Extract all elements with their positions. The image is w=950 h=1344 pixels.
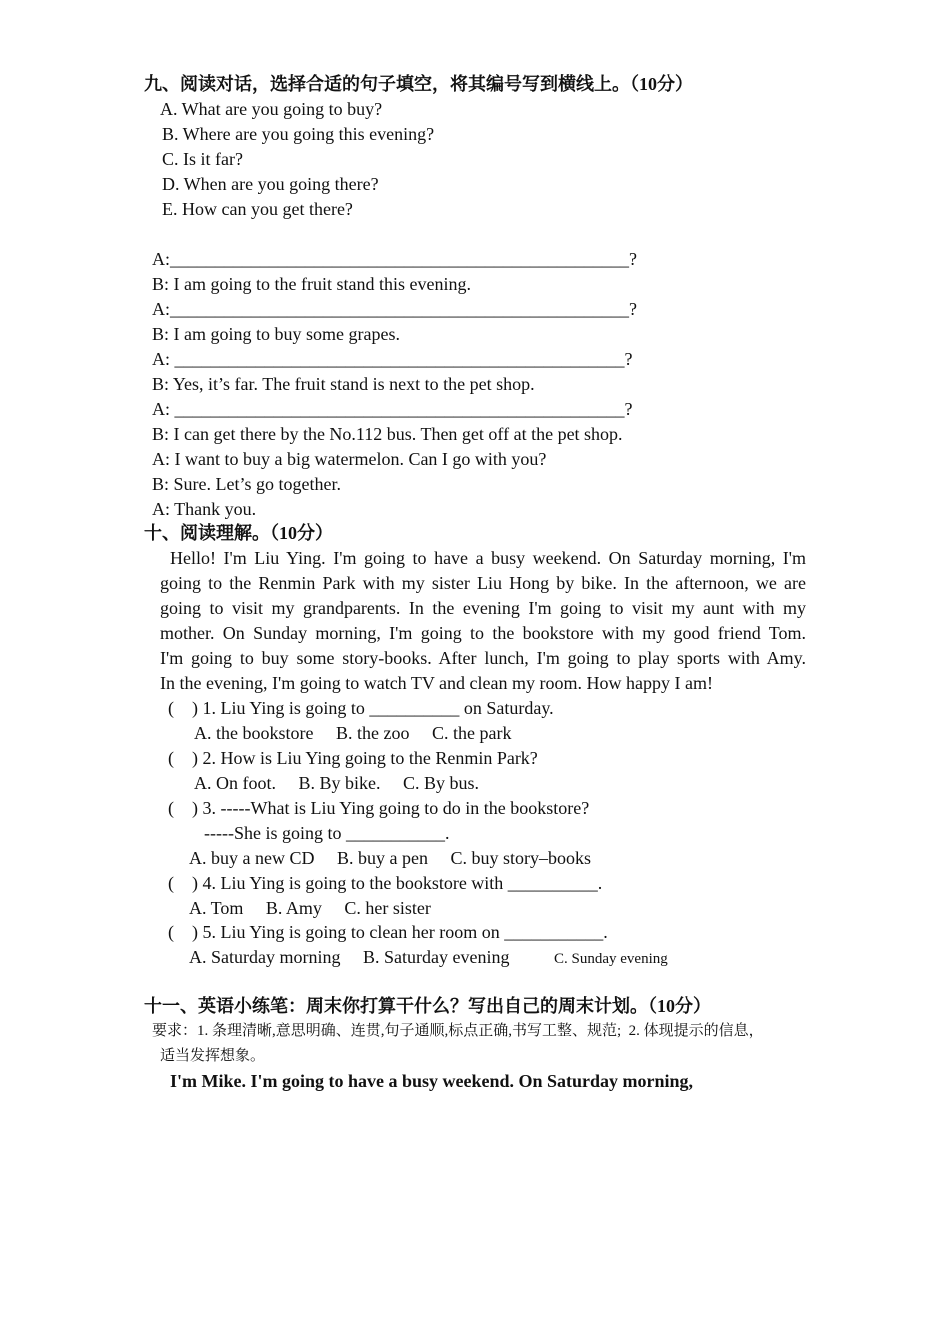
passage-line-3: going to visit my grandparents. In the evening I'm going to visit my aunt with my	[160, 598, 806, 618]
dialogue-line-8: B: I can get there by the No.112 bus. Then get off at the pet shop.	[152, 424, 623, 444]
writing-starter[interactable]: I'm Mike. I'm going to have a busy weekend. On Saturday morning,	[170, 1071, 694, 1091]
dialogue-line-9: A: I want to buy a big watermelon. Can I go with you?	[152, 449, 547, 469]
passage-line-1: Hello! I'm Liu Ying. I'm going to have a busy weekend. On Saturday morning, I'm	[170, 548, 806, 568]
option-b: B. Where are you going this evening?	[162, 124, 435, 144]
question-4[interactable]: ( ) 4. Liu Ying is going to the bookstore with __________.	[168, 873, 603, 893]
question-2[interactable]: ( ) 2. How is Liu Ying going to the Renmin Park?	[168, 748, 538, 768]
section9-heading: 九、阅读对话，选择合适的句子填空，将其编号写到横线上。（10分）	[144, 74, 693, 94]
dialogue-line-5[interactable]: A: __________________________________________________?	[152, 349, 633, 369]
section10-heading: 十、阅读理解。（10分）	[144, 523, 333, 543]
question-2-options: A. On foot. B. By bike. C. By bus.	[194, 773, 480, 793]
option-a: A. What are you going to buy?	[160, 99, 383, 119]
question-1-options: A. the bookstore B. the zoo C. the park	[194, 723, 512, 743]
passage-line-4: mother. On Sunday morning, I'm going to the bookstore with my good friend Tom.	[160, 623, 806, 643]
question-4-options: A. Tom B. Amy C. her sister	[189, 898, 431, 918]
option-c: C. Is it far?	[162, 149, 243, 169]
section11-heading: 十一、英语小练笔：周末你打算干什么？写出自己的周末计划。（10分）	[144, 996, 711, 1016]
dialogue-line-4: B: I am going to buy some grapes.	[152, 324, 400, 344]
passage-line-6: In the evening, I'm going to watch TV and clean my room. How happy I am!	[160, 673, 713, 693]
option-d: D. When are you going there?	[162, 174, 379, 194]
dialogue-line-7[interactable]: A: __________________________________________________?	[152, 399, 633, 419]
question-5[interactable]: ( ) 5. Liu Ying is going to clean her room on ___________.	[168, 922, 608, 942]
question-5-options: A. Saturday morning B. Saturday evening	[189, 947, 510, 967]
question-3-options: A. buy a new CD B. buy a pen C. buy story–books	[189, 848, 591, 868]
passage-line-5: I'm going to buy some story-books. After lunch, I'm going to play sports with Amy.	[160, 648, 806, 668]
dialogue-line-11: A: Thank you.	[152, 499, 257, 519]
dialogue-line-1[interactable]: A:___________________________________________________?	[152, 249, 637, 269]
dialogue-line-6: B: Yes, it’s far. The fruit stand is next to the pet shop.	[152, 374, 535, 394]
requirement-line-1: 要求：1. 条理清晰,意思明确、连贯,句子通顺,标点正确,书写工整、规范; 2. 体现提示的信息，	[152, 1023, 764, 1039]
requirement-line-2: 适当发挥想象。	[160, 1048, 266, 1064]
question-3-answer-line[interactable]: -----She is going to ___________.	[204, 823, 450, 843]
dialogue-line-10: B: Sure. Let’s go together.	[152, 474, 341, 494]
dialogue-line-2: B: I am going to the fruit stand this evening.	[152, 274, 471, 294]
question-5-option-c: C. Sunday evening	[554, 951, 668, 967]
passage-line-2: going to the Renmin Park with my sister Liu Hong by bike. In the afternoon, we are	[160, 573, 806, 593]
option-e: E. How can you get there?	[162, 199, 353, 219]
dialogue-line-3[interactable]: A:___________________________________________________?	[152, 299, 637, 319]
question-3[interactable]: ( ) 3. -----What is Liu Ying going to do in the bookstore?	[168, 798, 590, 818]
question-1[interactable]: ( ) 1. Liu Ying is going to __________ on Saturday.	[168, 698, 554, 718]
